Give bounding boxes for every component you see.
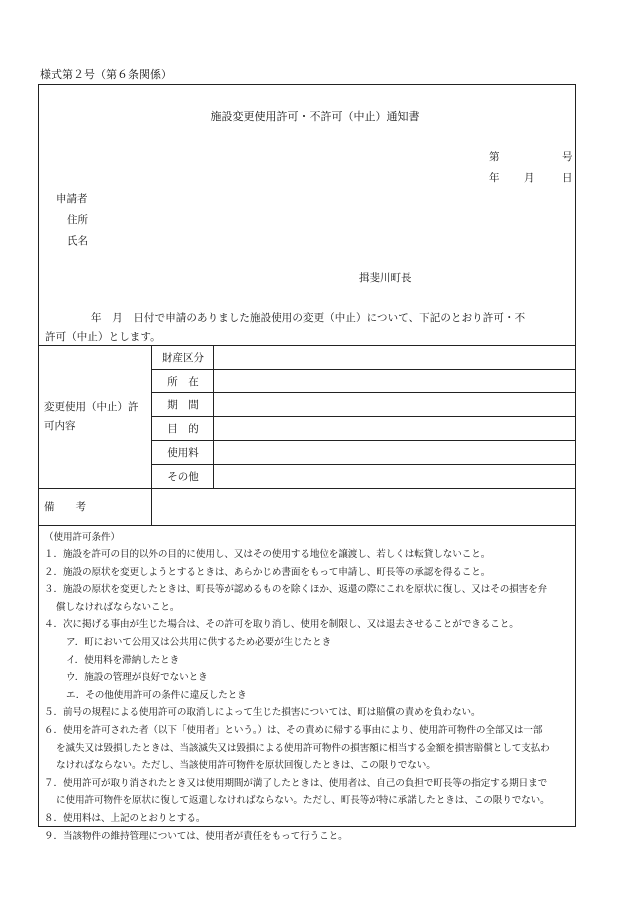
row-label-property-class: 財産区分: [162, 352, 204, 364]
number-gou-label: 号: [562, 151, 573, 163]
table-top-rule: [38, 345, 576, 346]
remarks-label: 備 考: [44, 501, 86, 513]
condition-continuation: を滅失又は毀損したときは、当該滅失又は毀損による使用許可物件の損害額に相当する金額を損害賠償として支払わ: [56, 742, 550, 754]
applicant-name-label: 氏名: [67, 235, 88, 247]
condition-subitem: エ．その他使用許可の条件に違反したとき: [66, 689, 247, 701]
row-label-fee: 使用料: [167, 447, 199, 459]
table-remarks-rule: [38, 488, 576, 489]
table-row-rule: [151, 440, 576, 441]
table-left-divider: [151, 345, 152, 525]
change-content-label-line-1: 変更使用（中止）許: [44, 401, 139, 413]
form-number-label: 様式第２号（第６条関係）: [40, 68, 172, 81]
condition-item: ６．使用を許可された者（以下「使用者」という。）は、その責めに帰する事由により、使用許可物件の全部又は一部: [44, 725, 543, 736]
condition-item: ８．使用料は、上記のとおりとする。: [44, 813, 206, 824]
condition-continuation: に使用許可物件を原状に復して返還しなければならない。ただし、町長等が特に承諾したときは、この限りでない。: [56, 795, 550, 807]
condition-item: ４．次に掲げる事由が生じた場合は、その許可を取り消し、使用を制限し、又は退去させることができること。: [44, 619, 519, 631]
condition-continuation: 償しなければならないこと。: [56, 601, 180, 613]
date-day-label: 日: [562, 172, 573, 184]
document-title: 施設変更使用許可・不許可（中止）通知書: [210, 110, 420, 123]
condition-item: ７．使用許可が取り消されたとき又は使用期間が満了したときは、使用者は、自己の負担で町長等の指定する期日まで: [44, 777, 548, 789]
condition-continuation: なければならない。ただし、当該使用許可物件を原状回復したときは、この限りでない。: [56, 760, 436, 772]
change-content-label-line-2: 可内容: [44, 420, 76, 432]
date-year-label: 年: [489, 172, 500, 184]
table-row-rule: [151, 369, 576, 370]
row-label-purpose: 目 的: [167, 423, 199, 435]
number-dai-label: 第: [489, 151, 500, 163]
notice-body-line-1: 年 月 日付で申請のありました施設使用の変更（中止）について、下記のとおり許可・不: [91, 312, 526, 324]
row-label-location: 所 在: [167, 376, 199, 388]
table-row-rule: [151, 464, 576, 465]
condition-subitem: イ．使用料を滞納したとき: [66, 654, 180, 666]
condition-item: ９．当該物件の維持管理については、使用者が責任をもって行うこと。: [44, 830, 348, 842]
condition-subitem: ア．町において公用又は公共用に供するため必要が生じたとき: [66, 637, 332, 648]
date-month-label: 月: [524, 172, 535, 184]
issuer-name: 揖斐川町長: [359, 272, 412, 284]
condition-item: １．施設を許可の目的以外の目的に使用し、又はその使用する地位を譲渡し、若しくは転貸しないこと。: [44, 549, 491, 560]
condition-item: ５．前号の規程による使用許可の取消しによって生じた損害については、町は賠償の責めを負わない。: [44, 707, 481, 719]
condition-item: ３．施設の原状を変更したときは、町長等が認めるものを除くほか、返還の際にこれを原状に復し、又はその損害を弁: [44, 584, 548, 596]
table-row-rule: [151, 416, 576, 417]
condition-subitem: ウ．施設の管理が良好でないとき: [66, 672, 208, 684]
condition-item: ２．施設の原状を変更しようとするときは、あらかじめ書面をもって申請し、町長等の承認を得ること。: [44, 566, 491, 578]
row-label-other: その他: [167, 471, 199, 483]
applicant-address-label: 住所: [67, 214, 88, 226]
table-bottom-rule: [38, 525, 576, 526]
row-label-period: 期 間: [167, 399, 199, 411]
applicant-label: 申請者: [56, 193, 88, 205]
conditions-heading: （使用許可条件）: [44, 532, 120, 543]
notice-body-line-2: 許可（中止）とします。: [45, 331, 161, 343]
table-row-rule: [151, 392, 576, 393]
